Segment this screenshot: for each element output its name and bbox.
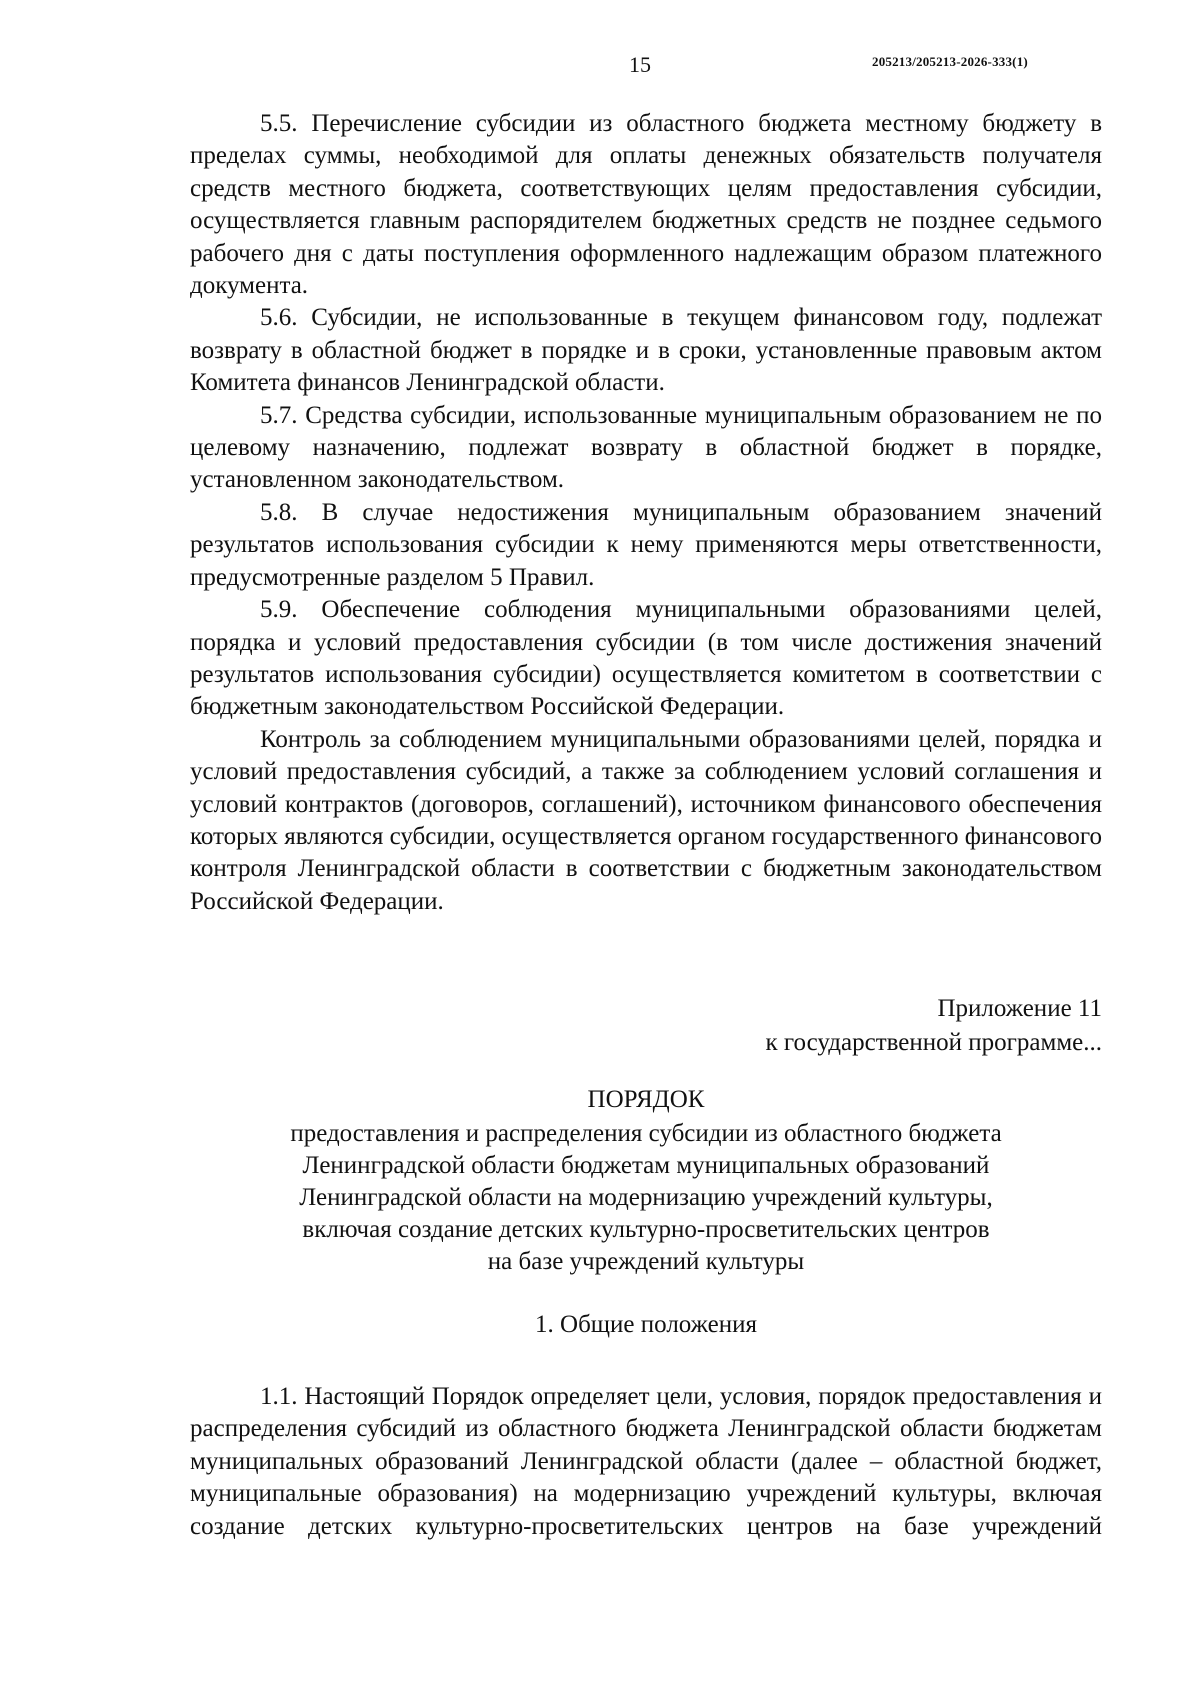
page-number: 15: [629, 52, 651, 77]
title-heading: ПОРЯДОК: [587, 1086, 705, 1113]
appendix-reference: [190, 992, 1102, 1060]
paragraph-1-1: 1.1. Настоящий Порядок определяет цели, условия, порядок предоставления и распределения субсидий из областного бюджета Ленинградской области бюджетам муниципальных образований Ленинградской области (далее – областной бюджет, муниципальные образования) на модернизацию учреждений культуры, включая создание детских культурно-просветительских центров на базе учреждений: [190, 1383, 1102, 1540]
paragraph-5-6: 5.6. Субсидии, не использованные в текущем финансовом году, подлежат возврату в областной бюджет в порядке и в сроки, установленные правовым актом Комитета финансов Ленинградской области.: [190, 304, 1102, 397]
title-line-5: на базе учреждений культуры: [487, 1248, 805, 1275]
title-line-3: Ленинградской области на модернизацию учреждений культуры,: [299, 1184, 993, 1211]
paragraph-5-5: 5.5. Перечисление субсидии из областного бюджета местному бюджету в пределах суммы, необходимой для оплаты денежных обязательств получателя средств местного бюджета, соответствующих целям предоставления субсидии, осуществляется главным распорядителем бюджетных средств не позднее седьмого рабочего дня с даты поступления оформленного надлежащим образом платежного документа.: [190, 110, 1102, 300]
title-line-1: предоставления и распределения субсидии из областного бюджета: [290, 1120, 1002, 1147]
appendix-number: Приложение 11: [937, 995, 1102, 1022]
paragraph-5-8: 5.8. В случае недостижения муниципальным образованием значений результатов использования субсидии к нему применяются меры ответственности, предусмотренные разделом 5 Правил.: [190, 498, 1102, 591]
body-text: [190, 108, 1102, 918]
paragraph-5-7: 5.7. Средства субсидии, использованные муниципальным образованием не по целевому назначению, подлежат возврату в областной бюджет в порядке, установленном законодательством.: [190, 401, 1102, 494]
paragraph-5-9: 5.9. Обеспечение соблюдения муниципальными образованиями целей, порядка и условий предоставления субсидии (в том числе достижения значений результатов использования субсидии) осуществляется комитетом в соответствии с бюджетным законодательством Российской Федерации.: [190, 596, 1102, 721]
title-line-4: включая создание детских культурно-просветительских центров: [302, 1216, 990, 1243]
section-body: [190, 1381, 1102, 1543]
section-heading: 1. Общие положения: [535, 1311, 757, 1338]
document-id: 205213/205213-2026-333(1): [872, 54, 1028, 69]
title-line-2: Ленинградской области бюджетам муниципальных образований: [302, 1152, 990, 1179]
document-title: [190, 1084, 1102, 1278]
paragraph-control: Контроль за соблюдением муниципальными образованиями целей, порядка и условий предоставления субсидий, а также за соблюдением условий соглашения и условий контрактов (договоров, соглашений), источником финансового обеспечения которых являются субсидии, осуществляется органом государственного финансового контроля Ленинградской области в соответствии с бюджетным законодательством Российской Федерации.: [190, 725, 1102, 915]
appendix-program: к государственной программе...: [765, 1029, 1102, 1056]
